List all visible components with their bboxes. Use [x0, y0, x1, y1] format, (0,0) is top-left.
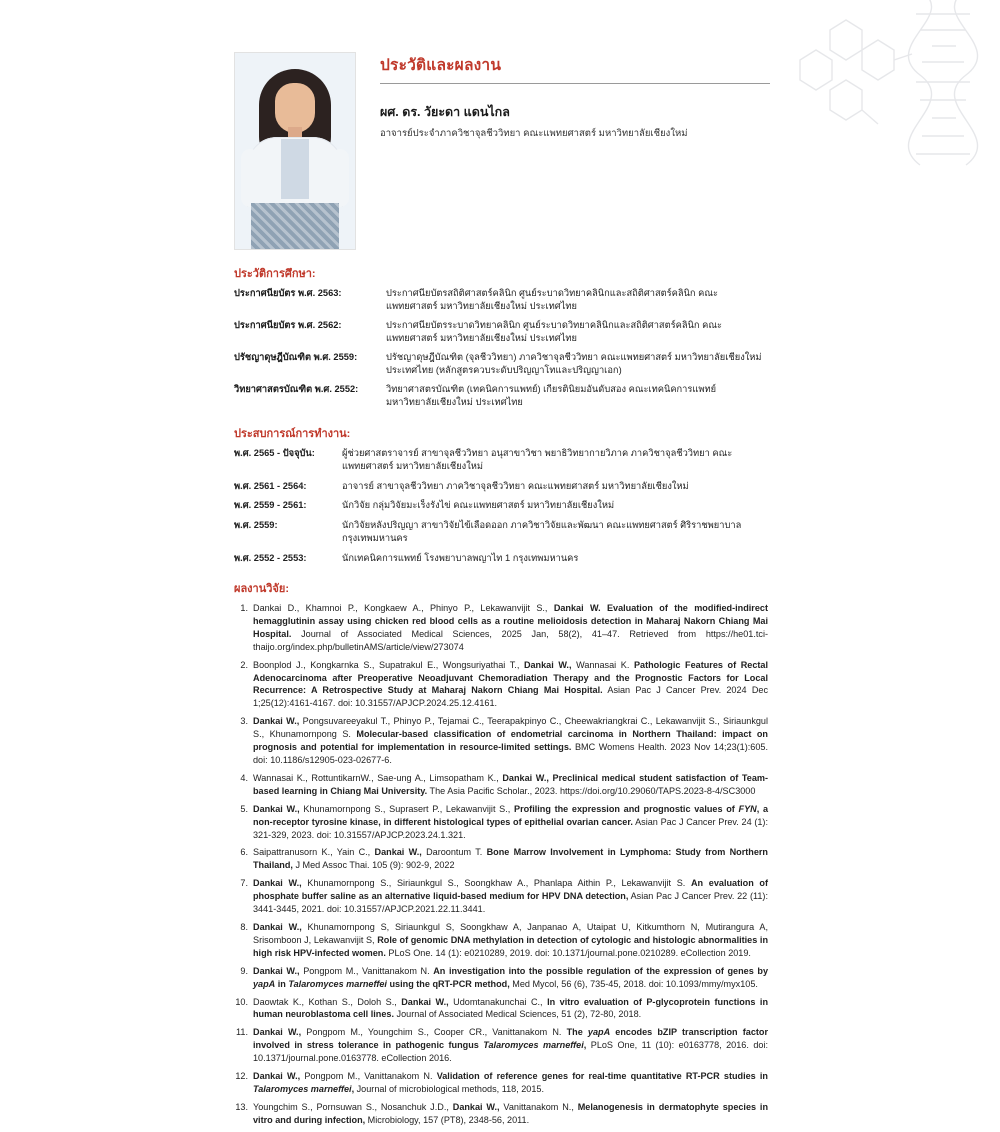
education-row	[234, 287, 768, 314]
publication-number: 6.	[240, 847, 248, 858]
publication-item	[234, 846, 768, 872]
portrait-photo	[234, 52, 356, 250]
education-term: ประกาศนียบัตร พ.ศ. 2562:	[234, 319, 342, 330]
publication-item	[234, 1101, 768, 1127]
education-list	[234, 287, 768, 410]
publication-number: 4.	[240, 772, 248, 783]
publication-number: 12.	[235, 1071, 248, 1082]
education-heading: ประวัติการศึกษา:	[234, 268, 316, 280]
header	[0, 0, 1000, 250]
publication-number: 1.	[240, 603, 248, 614]
publication-number: 5.	[240, 803, 248, 814]
publication-citation: Dankai W., Pongpom M., Youngchim S., Cooper CR., Vanittanakom N. The yapA encodes bZIP transcription factor involved in stress tolerance in pathogenic fungus Talaromyces marneffei, PLoS One, 11 (10): e0163778, 2016. doi: 10.1371/journal.pone.0163778. eCollection 2016.	[253, 1027, 768, 1064]
person-name: ผศ. ดร. วัยะดา แดนไกล	[380, 105, 510, 119]
publications-list	[234, 602, 768, 1127]
publication-number: 7.	[240, 878, 248, 889]
experience-section	[234, 424, 768, 565]
publication-item	[234, 1070, 768, 1096]
publication-item	[234, 1026, 768, 1065]
experience-term: พ.ศ. 2565 - ปัจจุบัน:	[234, 447, 315, 458]
education-row	[234, 319, 768, 346]
publication-number: 3.	[240, 716, 248, 727]
publication-citation: Dankai W., Khunamornpong S., Siriaunkgul S., Soongkhaw A., Phanlapa Aithin P., Lekawanvijit S. An evaluation of phosphate buffer saline as an alternative liquid-based medium for HPV DNA detection, Asian Pac J Cancer Prev. 22 (11): 3441-3445, 2021. doi: 10.31557/APJCP.2021.22.11.3441.	[253, 878, 768, 915]
experience-description: ผู้ช่วยศาสตราจารย์ สาขาจุลชีววิทยา อนุสาขาวิชา พยาธิวิทยากายวิภาค ภาควิชาจุลชีววิทยา คณะแพทยศาสตร์ มหาวิทยาลัยเชียงใหม่	[342, 447, 733, 472]
publication-citation: Youngchim S., Pornsuwan S., Nosanchuk J.D., Dankai W., Vanittanakom N., Melanogenesis in dermatophyte species in vitro and during infection, Microbiology, 157 (PT8), 2348-56, 2011.	[253, 1101, 769, 1125]
publication-number: 9.	[240, 965, 248, 976]
publication-item	[234, 921, 768, 960]
publication-citation: Dankai D., Khamnoi P., Kongkaew A., Phinyo P., Lekawanvijit S., Dankai W. Evaluation of the modified-indirect hemagglutinin assay using chicken red blood cells as a routine melioidosis detection in Maharaj Nakorn Chiang Mai Hospital. Journal of Associated Medical Sciences, 2025 Jan, 58(2), 41–47. Retrieved from https://he01.tci-thaijo.org/index.php/bulletinAMS/article/view/273074	[253, 603, 768, 652]
experience-row	[234, 480, 768, 493]
header-text	[354, 52, 1000, 141]
experience-description: นักวิจัย กลุ่มวิจัยมะเร็งรังไข่ คณะแพทยศาสตร์ มหาวิทยาลัยเชียงใหม่	[342, 500, 615, 511]
education-term: ปรัชญาดุษฎีบัณฑิต พ.ศ. 2559:	[234, 351, 358, 362]
publication-item	[234, 803, 768, 842]
publication-item	[234, 659, 768, 711]
publication-item	[234, 772, 768, 798]
education-description: ปรัชญาดุษฎีบัณฑิต (จุลชีววิทยา) ภาควิชาจุลชีววิทยา คณะแพทยศาสตร์ มหาวิทยาลัยเชียงใหม่ ประเทศไทย (หลักสูตรควบระดับปริญญาโทและปริญญาเอก)	[386, 351, 762, 376]
publication-item	[234, 996, 768, 1022]
education-term: วิทยาศาสตรบัณฑิต พ.ศ. 2552:	[234, 383, 359, 394]
publications-heading: ผลงานวิจัย:	[234, 583, 289, 596]
experience-row	[234, 519, 768, 546]
experience-heading: ประสบการณ์การทำงาน:	[234, 427, 351, 440]
portrait-column	[234, 52, 354, 250]
publications-section	[234, 579, 768, 1127]
experience-term: พ.ศ. 2559 - 2561:	[234, 500, 307, 511]
education-description: วิทยาศาสตรบัณฑิต (เทคนิคการแพทย์) เกียรตินิยมอันดับสอง คณะเทคนิคการแพทย์ มหาวิทยาลัยเชียงใหม่ ประเทศไทย	[386, 383, 717, 408]
education-term: ประกาศนียบัตร พ.ศ. 2563:	[234, 288, 342, 298]
experience-list	[234, 447, 768, 565]
experience-description: อาจารย์ สาขาจุลชีววิทยา ภาควิชาจุลชีววิทยา คณะแพทยศาสตร์ มหาวิทยาลัยเชียงใหม่	[342, 480, 689, 491]
publication-citation: Dankai W., Khunamornpong S, Siriaunkgul S, Soongkhaw A, Janpanao A, Utaipat U, Kitkumthorn N, Mutirangura A, Srisomboon J, Lekawanvijit S, Role of genomic DNA methylation in detection of cytologic and histologic abnormalities in high risk HPV-infected women. PLoS One. 14 (1): e0210289, 2019. doi: 10.1371/journal.pone.0210289. eCollection 2019.	[253, 921, 769, 958]
publication-item	[234, 715, 768, 767]
page-title: ประวัติและผลงาน	[380, 52, 770, 84]
experience-row	[234, 447, 768, 474]
education-section	[234, 264, 768, 410]
publication-item	[234, 965, 768, 991]
publication-item	[234, 877, 768, 916]
publication-citation: Wannasai K., RottuntikarnW., Sae-ung A., Limsopatham K., Dankai W., Preclinical medical student satisfaction of Team-based learning in Chiang Mai University. The Asia Pacific Scholar., 2023. https://doi.org/10.29060/TAPS.2023-8-4/SC3000	[253, 772, 768, 796]
experience-row	[234, 499, 768, 512]
publication-citation: Daowtak K., Kothan S., Doloh S., Dankai W., Udomtanakunchai C., In vitro evaluation of P-glycoprotein functions in human neuroblastoma cell lines. Journal of Associated Medical Sciences, 51 (2), 72-80, 2018.	[253, 996, 768, 1020]
publication-citation: Dankai W., Pongpom M., Vanittanakom N. Validation of reference genes for real-time quantitative RT-PCR studies in Talaromyces marneffei, Journal of microbiological methods, 118, 2015.	[253, 1071, 768, 1094]
publication-citation: Boonplod J., Kongkarnka S., Supatrakul E., Wongsuriyathai T., Dankai W., Wannasai K. Pathologic Features of Rectal Adenocarcinoma after Preoperative Neoadjuvant Chemoradiation Therapy and the Prognostic Factors for Local Recurrence: A Retrospective Study at Maharaj Nakorn Chiang Mai Hospital. Asian Pac J Cancer Prev. 2024 Dec 1;25(12):4161-4167. doi: 10.31557/APJCP.2024.25.12.4161.	[253, 659, 769, 709]
education-description: ประกาศนียบัตรระบาดวิทยาคลินิก ศูนย์ระบาดวิทยาคลินิกและสถิติศาสตร์คลินิก คณะแพทยศาสตร์ มหาวิทยาลัยเชียงใหม่ ประเทศไทย	[386, 319, 722, 344]
experience-description: นักวิจัยหลังปริญญา สาขาวิจัยไข้เลือดออก ภาควิชาวิจัยและพัฒนา คณะแพทยศาสตร์ ศิริราชพยาบาล กรุงเทพมหานคร	[342, 519, 742, 544]
publication-number: 11.	[236, 1027, 248, 1038]
experience-row	[234, 552, 768, 565]
publication-citation: Dankai W., Pongsuvareeyakul T., Phinyo P., Tejamai C., Teerapakpinyo C., Cheewakriangkrai C., Lekawanvijit S., Siriaunkgul S., Khunamornpong S. Molecular-based classification of endometrial carcinoma in Northern Thailand: impact on prognosis and potential for implementation in resource-limited settings. BMC Womens Health. 2023 Nov 14;23(1):605. doi: 10.1186/s12905-023-02677-6.	[253, 716, 769, 765]
education-row	[234, 383, 768, 410]
publication-number: 13.	[235, 1101, 248, 1112]
person-role: อาจารย์ประจำภาควิชาจุลชีววิทยา คณะแพทยศาสตร์ มหาวิทยาลัยเชียงใหม่	[380, 128, 688, 139]
experience-description: นักเทคนิคการแพทย์ โรงพยาบาลพญาไท 1 กรุงเทพมหานคร	[342, 552, 579, 563]
experience-term: พ.ศ. 2561 - 2564:	[234, 480, 307, 491]
publication-number: 2.	[240, 659, 248, 670]
publication-item	[234, 602, 768, 654]
publication-number: 10.	[235, 996, 248, 1007]
publication-citation: Dankai W., Khunamornpong S., Suprasert P., Lekawanvijit S., Profiling the expression and prognostic values of FYN, a non-receptor tyrosine kinase, in different histological types of epithelial ovarian cancer. Asian Pac J Cancer Prev. 24 (1): 321-329, 2023. doi: 10.31557/APJCP.2023.24.1.321.	[253, 803, 769, 840]
publication-citation: Dankai W., Pongpom M., Vanittanakom N. An investigation into the possible regulation of the expression of genes by yapA in Talaromyces marneffei using the qRT-PCR method, Med Mycol, 56 (6), 735-45, 2018. doi: 10.1093/mmy/myx105.	[253, 965, 769, 989]
experience-term: พ.ศ. 2552 - 2553:	[234, 552, 307, 563]
education-row	[234, 351, 768, 378]
publication-number: 8.	[240, 921, 248, 932]
publication-citation: Saipattranusorn K., Yain C., Dankai W., Daroontum T. Bone Marrow Involvement in Lymphoma: Study from Northern Thailand, J Med Assoc Thai. 105 (9): 902-9, 2022	[253, 847, 768, 871]
education-description: ประกาศนียบัตรสถิติศาสตร์คลินิก ศูนย์ระบาดวิทยาคลินิกและสถิติศาสตร์คลินิก คณะแพทยศาสตร์ มหาวิทยาลัยเชียงใหม่ ประเทศไทย	[386, 288, 718, 312]
experience-term: พ.ศ. 2559:	[234, 519, 278, 530]
